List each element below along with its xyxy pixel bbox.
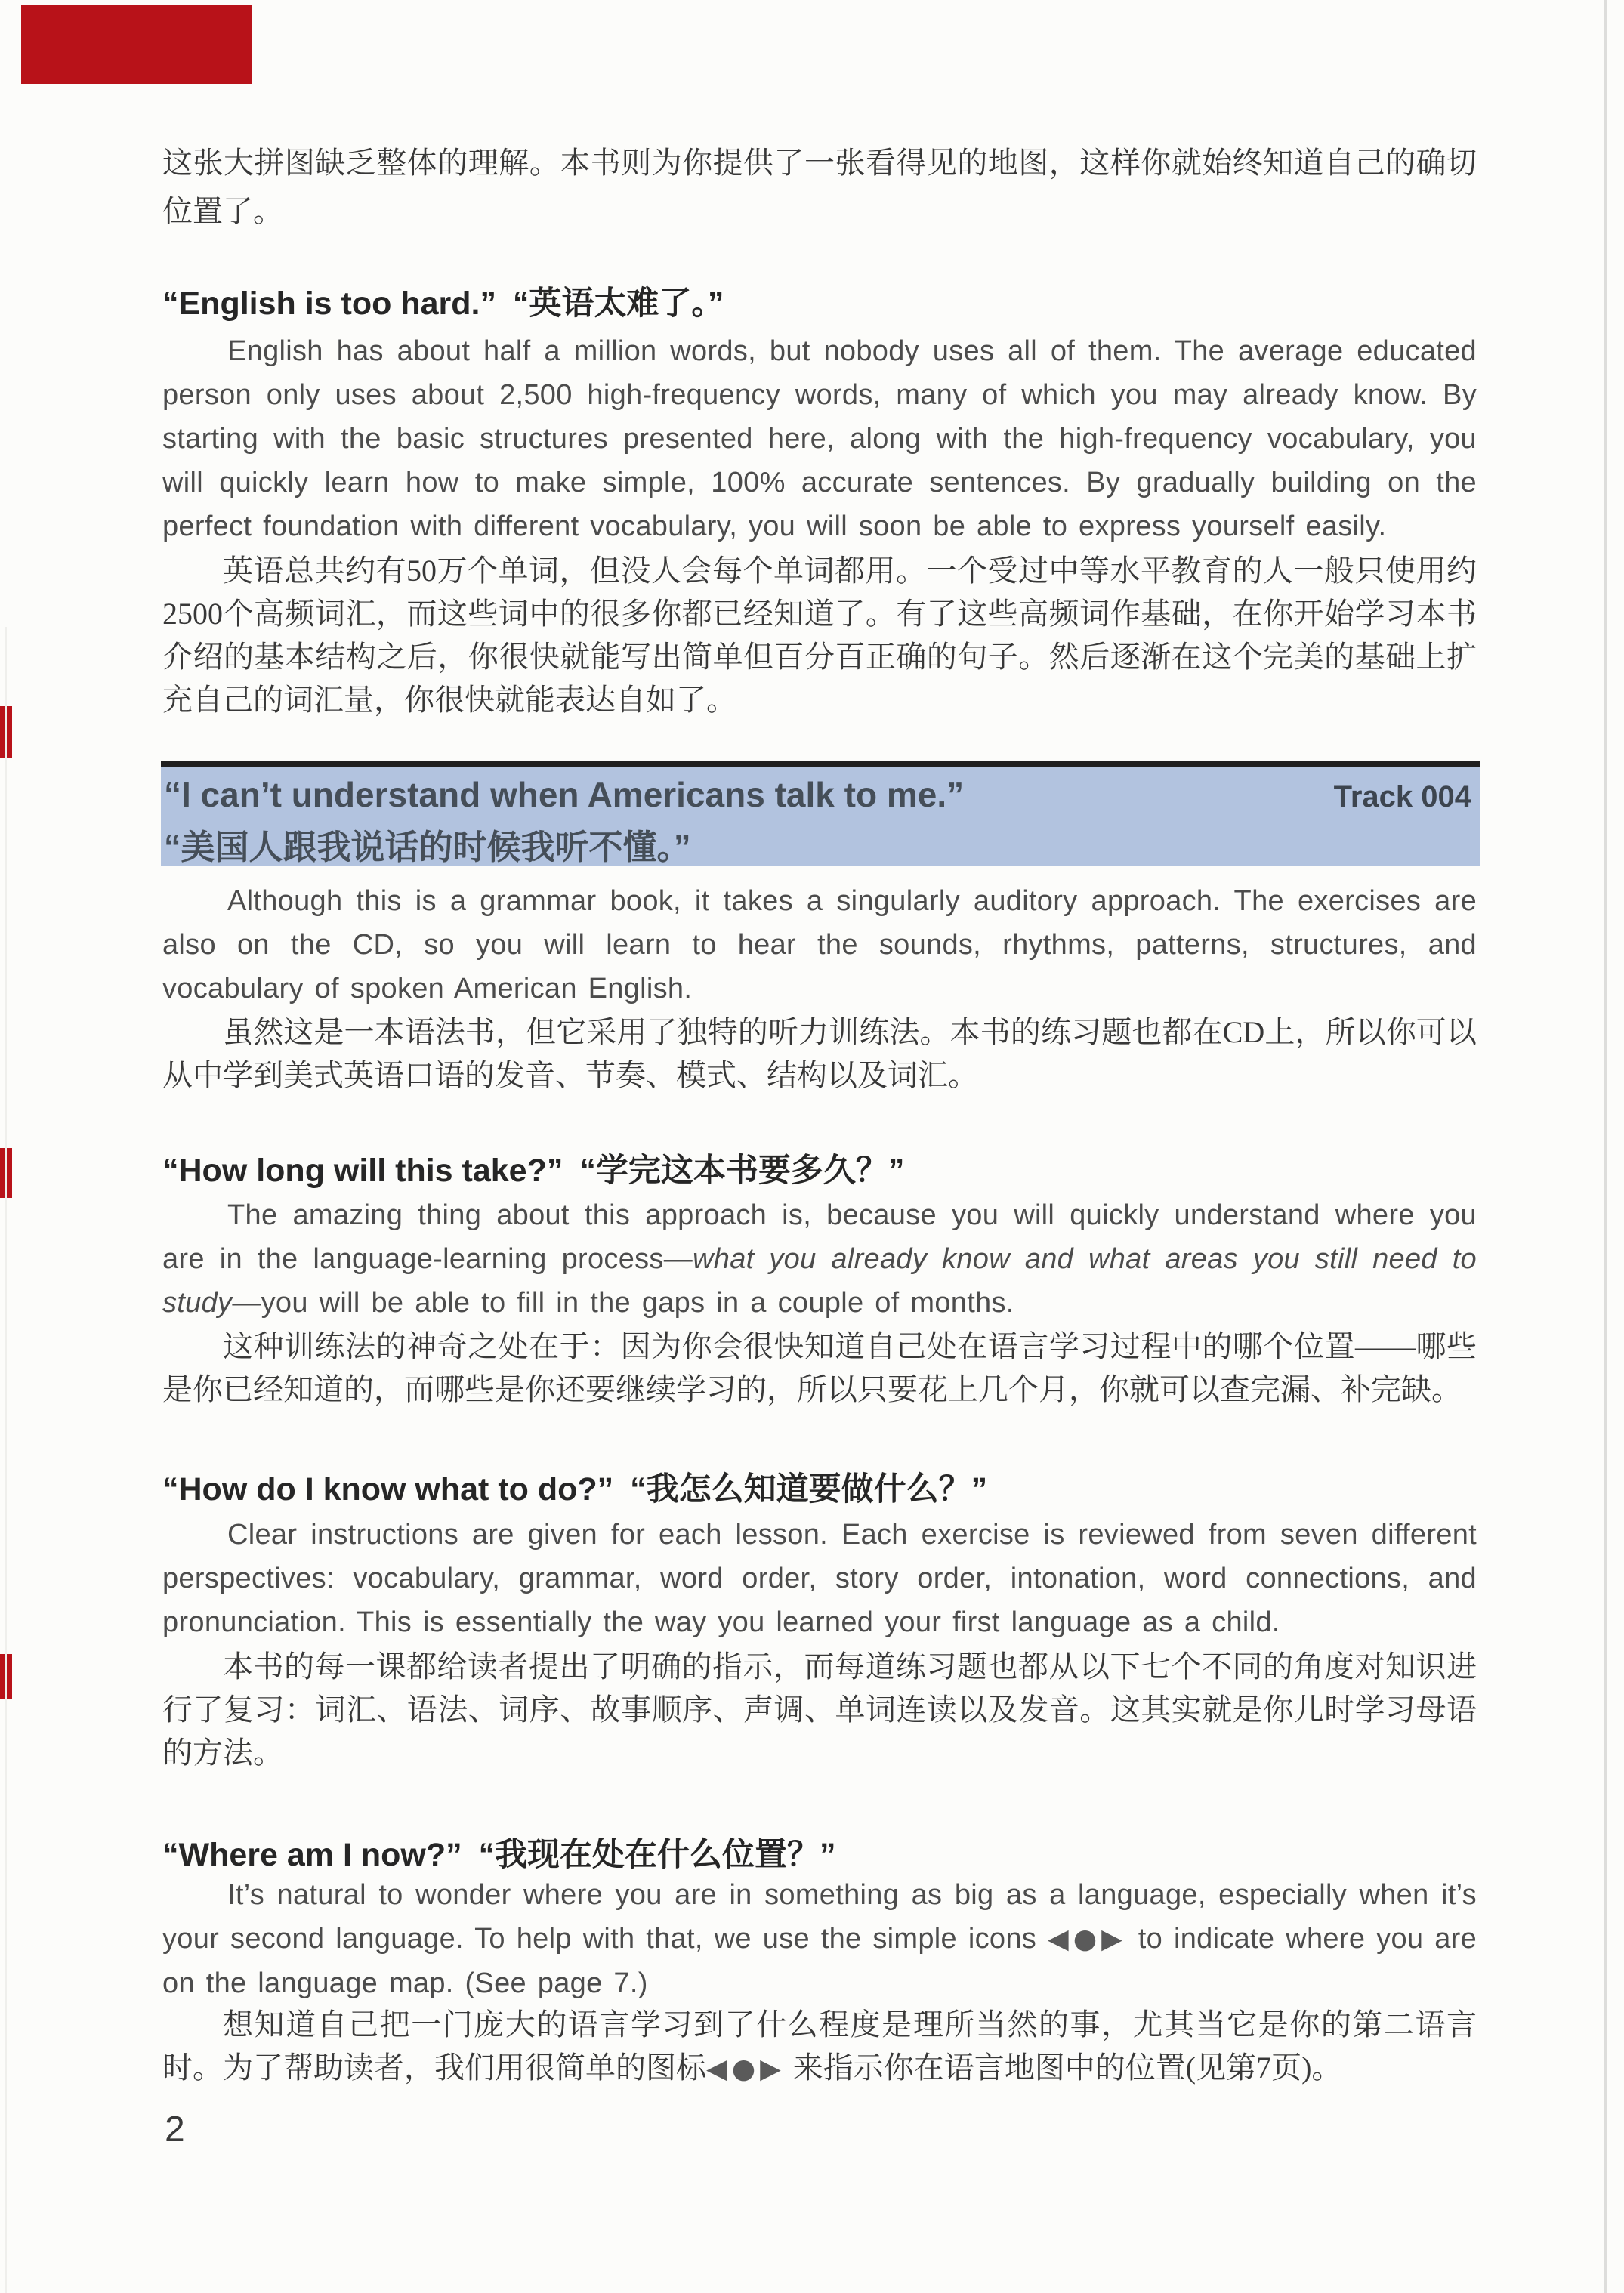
banner-paragraph-zh: 虽然这是一本语法书，但它采用了独特的听力训练法。本书的练习题也都在CD上，所以你可以从中学到美式英语口语的发音、节奏、模式、结构以及词汇。 [162, 1015, 1477, 1092]
heading-where-am-i-zh: “我现在处在什么位置？” [478, 1837, 836, 1873]
intro-paragraph-zh: 这张大拼图缺乏整体的理解。本书则为你提供了一张看得见的地图，这样你就始终知道自己的确切位置了。 [162, 146, 1477, 228]
where-am-i-en-before: It’s natural to wonder where you are in something as big as a language, especially when it’s your second language. To help with that, we use the simple icons [162, 1879, 1477, 1955]
track-banner-row [161, 767, 1480, 815]
banner-quote-en: “I can’t understand when Americans talk to me.” [164, 775, 965, 814]
dot-icon: ● [1073, 1924, 1102, 1955]
section-heading-too-hard [162, 278, 1477, 324]
know-what-paragraph-en: Clear instructions are given for each lesson. Each exercise is reviewed from seven different perspectives: vocabulary, grammar, word order, story order, intonation, word connections, and pronunciation. This is essentially the way you learned your first language as a child. [162, 1519, 1477, 1638]
where-am-i-zh-after: 来指示你在语言地图中的位置(见第7页)。 [785, 2051, 1342, 2085]
know-what-paragraph-zh: 本书的每一课都给读者提出了明确的指示，而每道练习题也都从以下七个不同的角度对知识进行了复习：词汇、语法、词序、故事顺序、声调、单词连读以及发音。这其实就是你儿时学习母语的方法。 [162, 1650, 1477, 1770]
heading-where-am-i-en: “Where am I now?” [162, 1837, 462, 1873]
section-heading-know-what [162, 1464, 1477, 1510]
scan-edge-line-right [1604, 0, 1607, 2293]
section-heading-where-am-i [162, 1829, 1477, 1875]
heading-english-too-hard-zh: “英语太难了。” [512, 285, 724, 322]
page-number: 2 [165, 2109, 185, 2149]
heading-how-long-en: “How long will this take?” [162, 1153, 563, 1189]
banner-quote-zh: “美国人跟我说话的时候我听不懂。” [164, 828, 691, 866]
too-hard-paragraph-en: English has about half a million words, but nobody uses all of them. The average educated person only uses about 2,500 high-frequency words, many of which you may already know. By starting with the basic structures presented here, along with the high-frequency vocabulary, you will quickly learn how to make simple, 100% accurate sentences. By gradually building on the perfect foundation with different vocabulary, you will soon be able to express yourself easily. [162, 335, 1477, 542]
heading-how-long-zh: “学完这本书要多久？” [579, 1153, 905, 1189]
how-long-en-italic: what you already know and what areas you still need to study [162, 1243, 1477, 1319]
track-banner [161, 761, 1480, 866]
heading-know-what-en: “How do I know what to do?” [162, 1471, 614, 1508]
how-long-en-after: —you will be able to fill in the gaps in a couple of months. [232, 1287, 1014, 1319]
where-am-i-paragraph-en [162, 1873, 1477, 2005]
banner-paragraph-en: Although this is a grammar book, it takes a singularly auditory approach. The exercises are also on the CD, so you will learn to hear the sounds, rhythms, patterns, structures, and vocabulary of spoken American English. [162, 885, 1477, 1005]
where-am-i-paragraph-zh [162, 2003, 1477, 2091]
scan-edge-line-left [5, 627, 7, 2293]
right-triangle-icon: ▶ [760, 2054, 786, 2085]
how-long-en-before: The amazing thing about this approach is, because you will quickly understand where you are in the language-learning process— [162, 1199, 1477, 1275]
dot-icon: ● [731, 2054, 761, 2085]
section-heading-how-long [162, 1145, 1477, 1191]
heading-know-what-zh: “我怎么知道要做什么？” [630, 1471, 988, 1508]
left-triangle-icon: ◀ [706, 2054, 732, 2085]
where-am-i-zh-before: 想知道自己把一门庞大的语言学习到了什么程度是理所当然的事，尤其当它是你的第二语言时。为了帮助读者，我们用很简单的图标 [162, 2008, 1477, 2085]
how-long-paragraph-en [162, 1193, 1477, 1325]
red-corner-mark [21, 5, 252, 84]
track-number-label: Track 004 [1333, 780, 1471, 813]
how-long-paragraph-zh: 这种训练法的神奇之处在于：因为你会很快知道自己处在语言学习过程中的哪个位置——哪些是你已经知道的，而哪些是你还要继续学习的，所以只要花上几个月，你就可以查完漏、补完缺。 [162, 1329, 1477, 1406]
right-triangle-icon: ▶ [1101, 1924, 1127, 1955]
where-am-i-en-after: to indicate where you are on the language map. (See page 7.) [162, 1923, 1477, 1999]
left-triangle-icon: ◀ [1047, 1924, 1073, 1955]
heading-english-too-hard-en: “English is too hard.” [162, 285, 496, 322]
too-hard-paragraph-zh: 英语总共约有50万个单词，但没人会每个单词都用。一个受过中等水平教育的人一般只使用约2500个高频词汇，而这些词中的很多你都已经知道了。有了这些高频词作基础，在你开始学习本书介绍的基本结构之后，你很快就能写出简单但百分百正确的句子。然后逐渐在这个完美的基础上扩充自己的词汇量，你很快就能表达自如了。 [162, 554, 1477, 717]
